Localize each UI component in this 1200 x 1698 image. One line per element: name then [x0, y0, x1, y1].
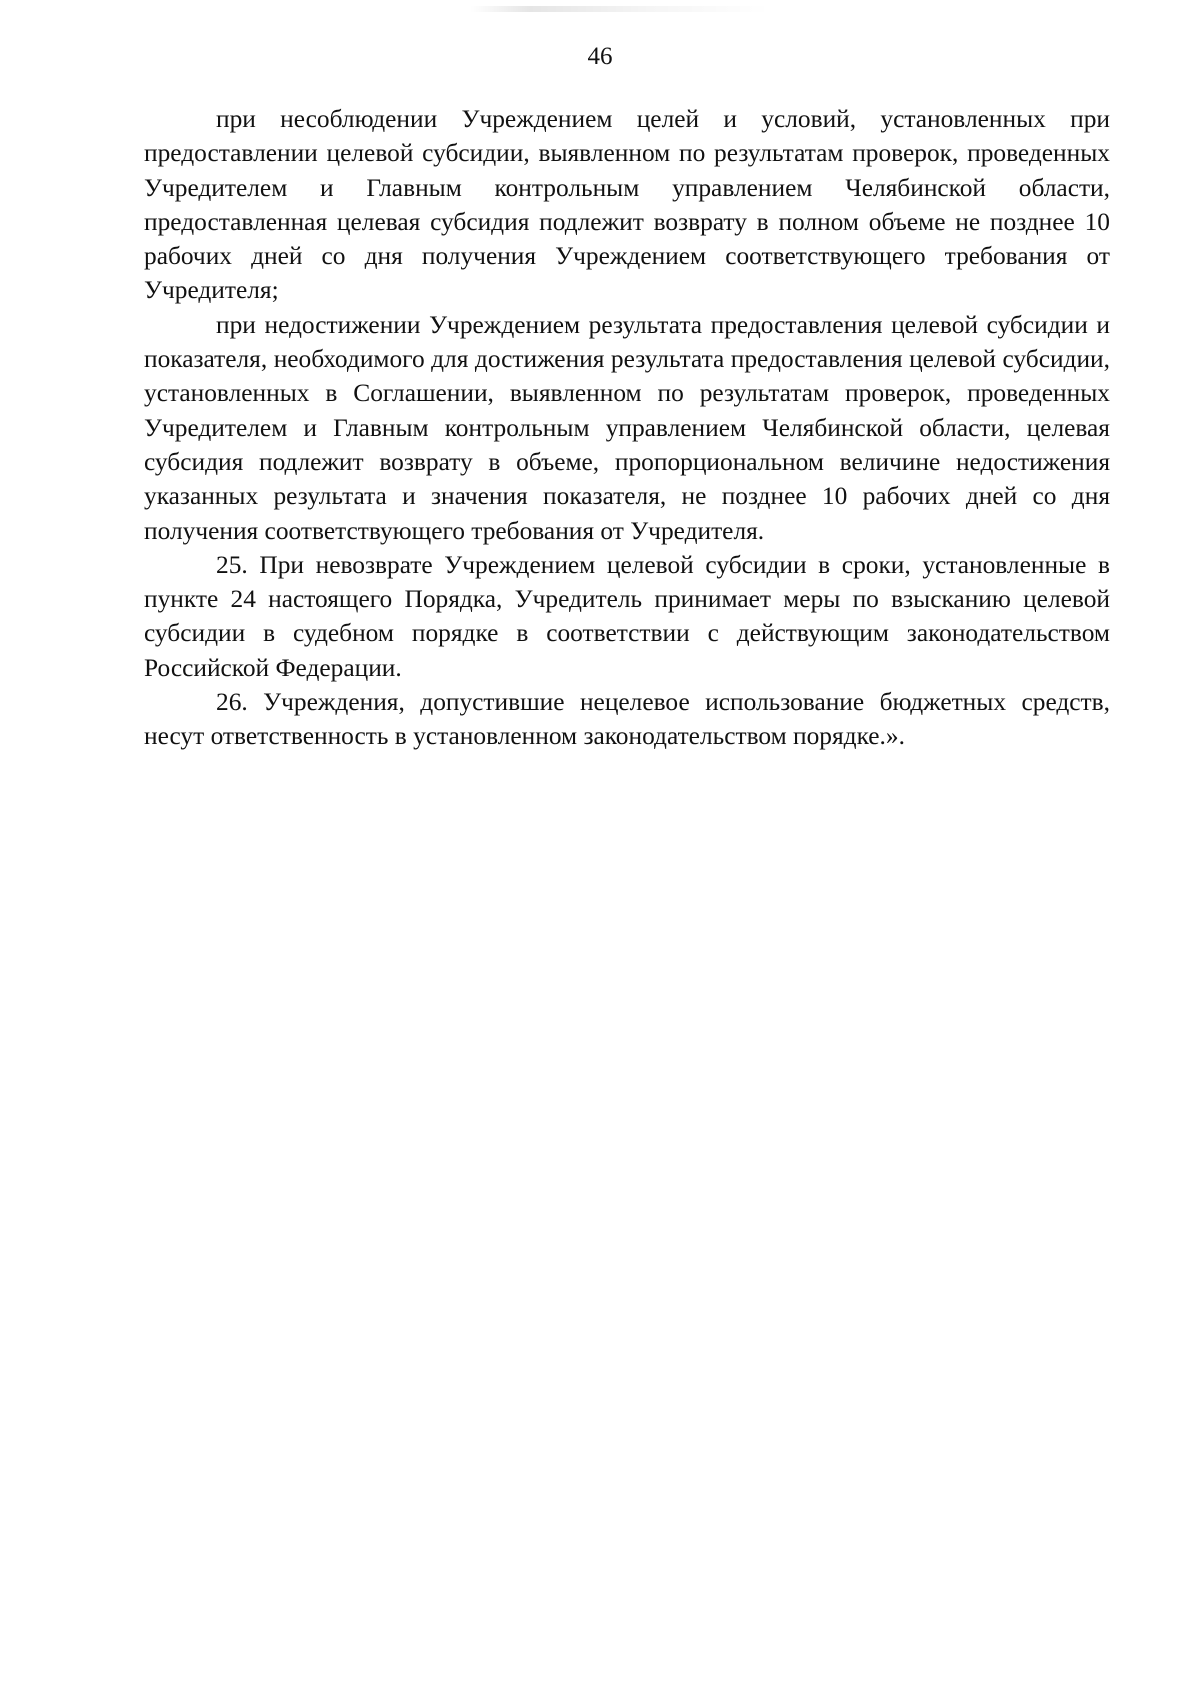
document-body	[144, 102, 1110, 754]
paragraph-return-underachievement: при недостижении Учреждением результата предоставления целевой субсидии и показателя, необходимого для достижения результата предоставления целевой субсидии, установленных в Соглашении, выявленном по результатам проверок, проведенных Учредителем и Главным контрольным управлением Челябинской области, целевая субсидия подлежит возврату в объеме, пропорциональном величине недостижения указанных результата и значения показателя, не позднее 10 рабочих дней со дня получения соответствующего требования от Учредителя.	[144, 310, 1110, 545]
paragraph-item-26: 26. Учреждения, допустившие нецелевое использование бюджетных средств, несут ответственность в установленном законодательством порядке.».	[144, 688, 1110, 751]
paragraph-item-25: 25. При невозврате Учреждением целевой субсидии в сроки, установленные в пункте 24 настоящего Порядка, Учредитель принимает меры по взысканию целевой субсидии в судебном порядке в соответствии с действующим законодательством Российской Федерации.	[144, 550, 1110, 682]
page-number: 46	[587, 43, 613, 70]
paragraph-return-violation: при несоблюдении Учреждением целей и условий, установленных при предоставлении целевой субсидии, выявленном по результатам проверок, проведенных Учредителем и Главным контрольным управлением Челябинской области, предоставленная целевая субсидия подлежит возврату в полном объеме не позднее 10 рабочих дней со дня получения Учреждением соответствующего требования от Учредителя;	[144, 105, 1110, 305]
scan-artifact	[470, 6, 770, 12]
